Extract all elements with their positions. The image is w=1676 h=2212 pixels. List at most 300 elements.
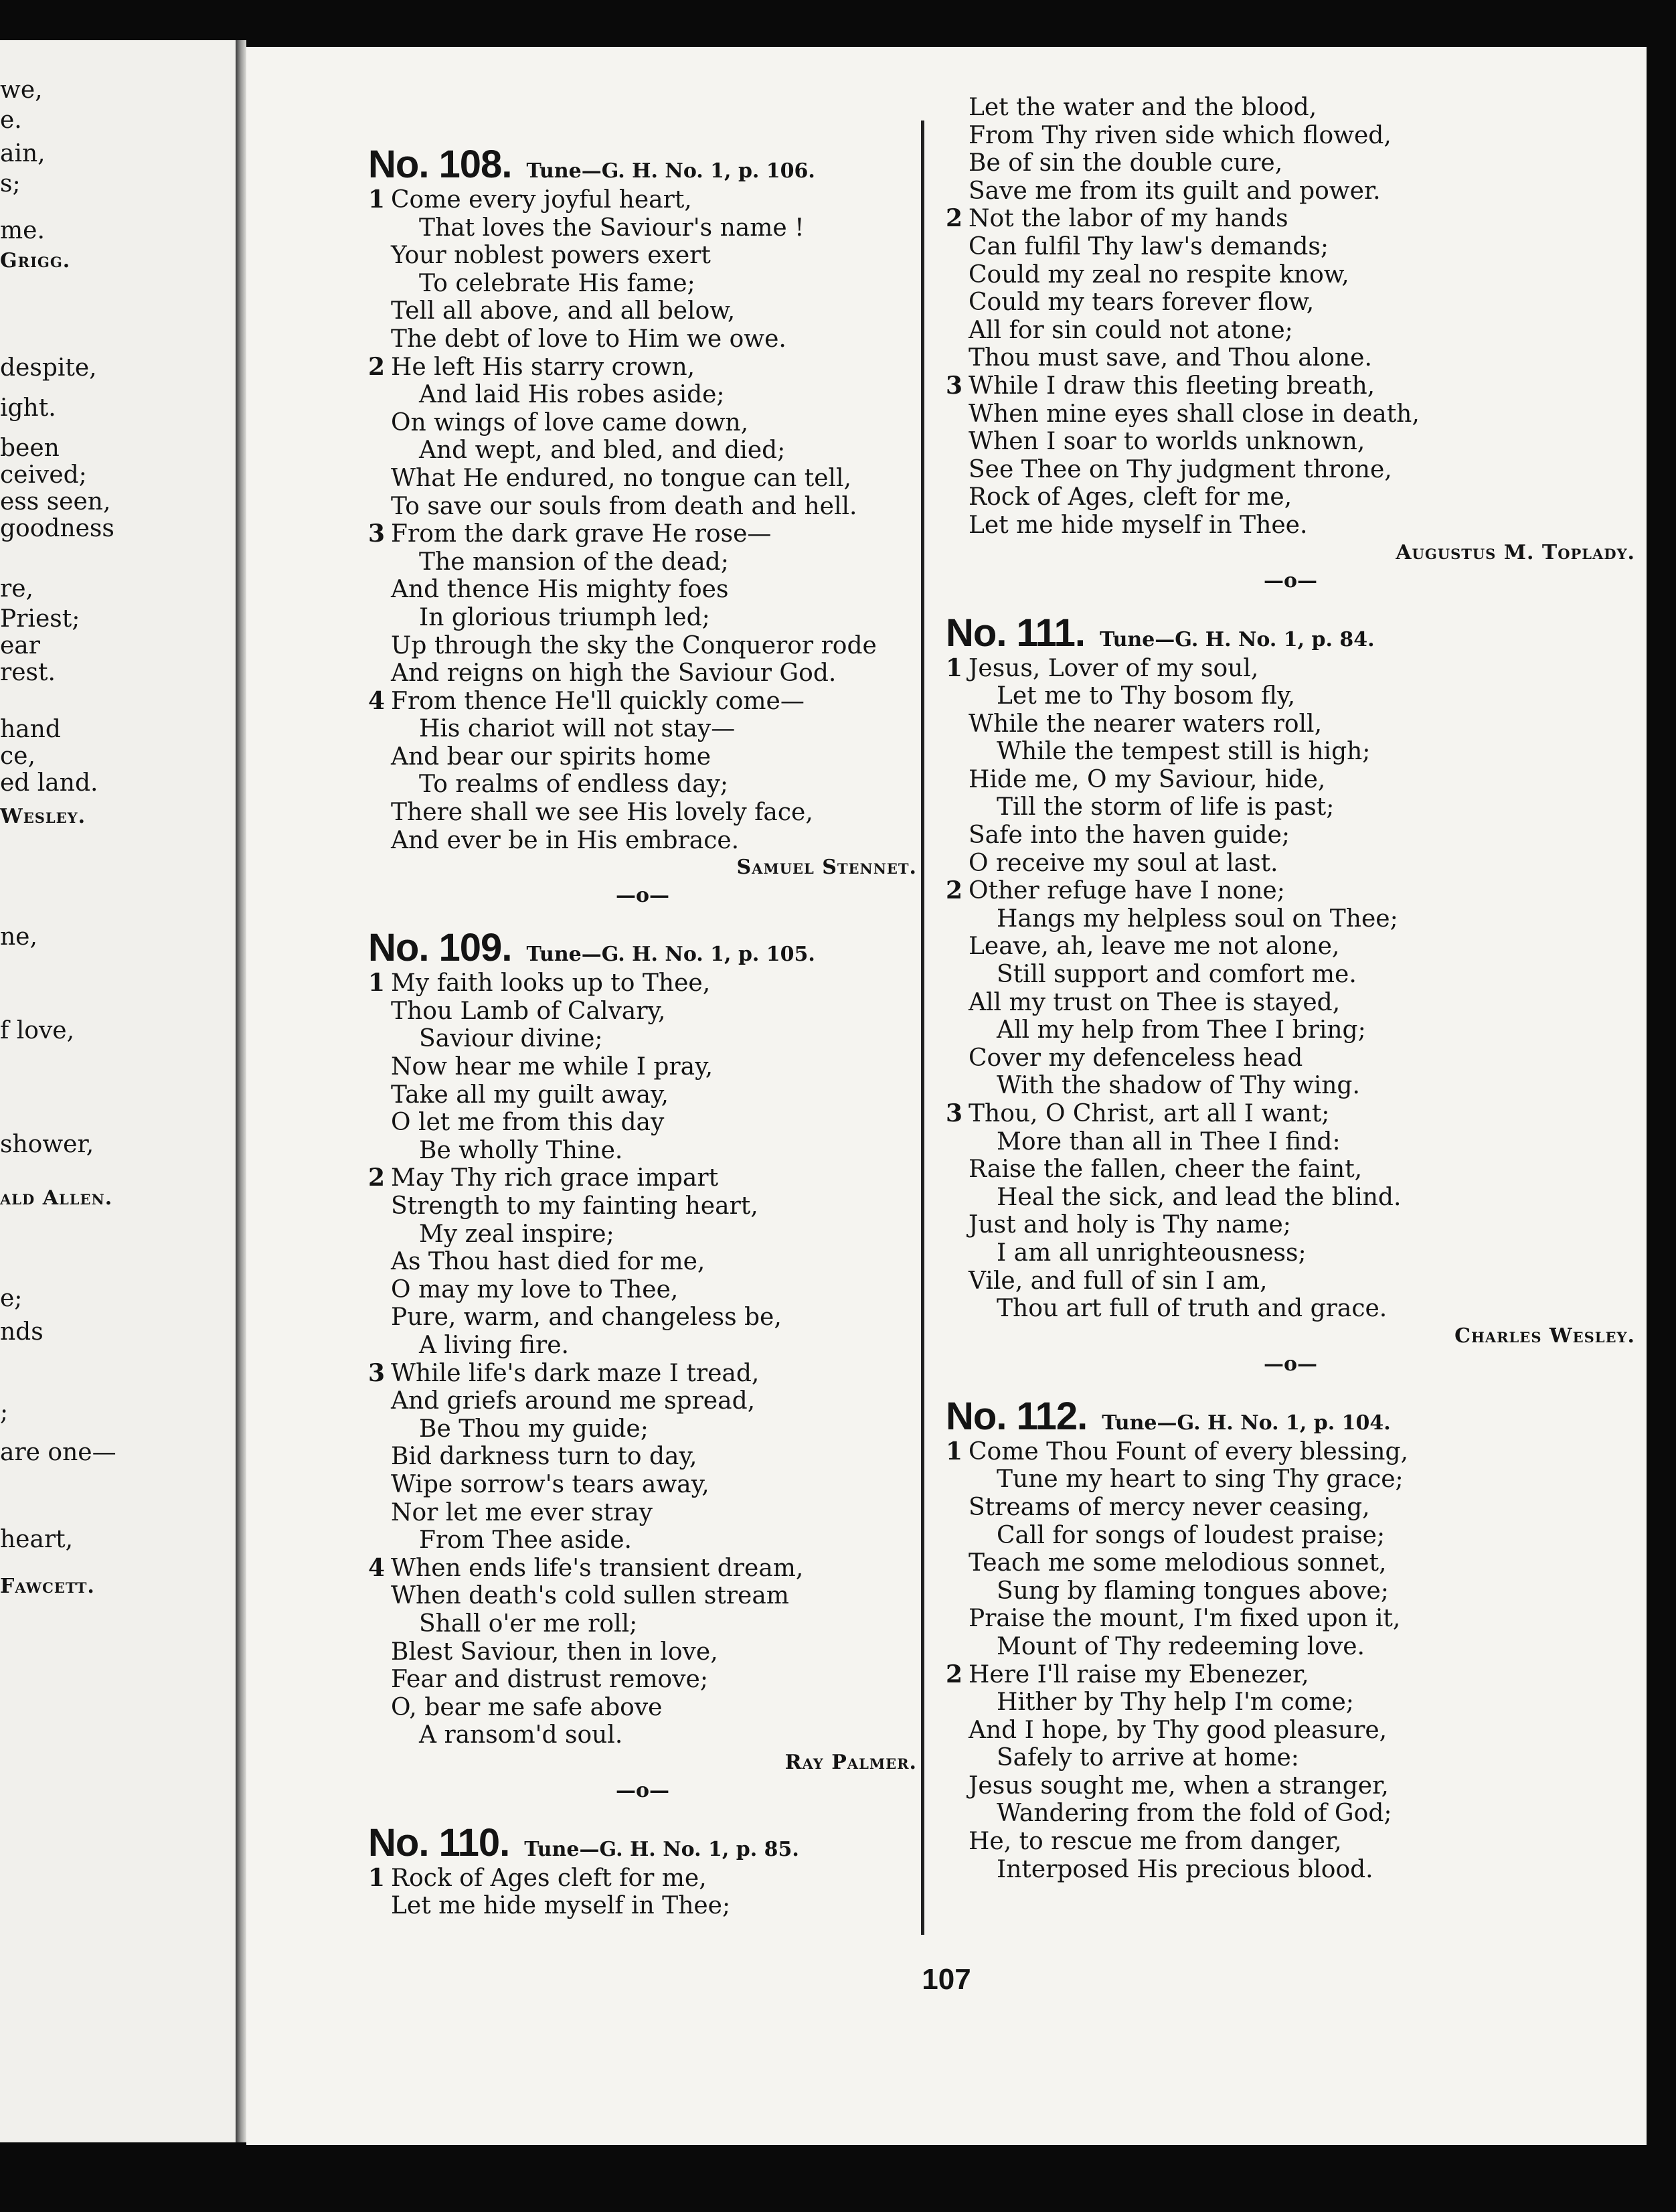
line-text: Leave, ah, leave me not alone,: [969, 933, 1340, 961]
hymn-block: [946, 1395, 1635, 1884]
facing-page-text: rest.: [0, 659, 56, 686]
hymn-line: [946, 372, 1635, 400]
hymn-line: [946, 1466, 1635, 1494]
line-text: A ransom'd soul.: [419, 1721, 623, 1749]
hymn-line: [946, 1828, 1635, 1856]
line-text: Other refuge have I none;: [969, 877, 1285, 905]
hymn-line: [946, 1522, 1635, 1550]
facing-page-text: heart,: [0, 1526, 74, 1553]
line-text: With the shadow of Thy wing.: [997, 1072, 1360, 1100]
line-text: Wipe sorrow's tears away,: [391, 1470, 709, 1498]
hymn-line: [368, 520, 917, 548]
facing-page-text: Fawcett.: [0, 1575, 95, 1598]
hymn-block: [368, 143, 917, 881]
hymn-line: [946, 456, 1635, 484]
verse-number: 4: [368, 1553, 386, 1582]
line-text: Vile, and full of sin I am,: [969, 1267, 1268, 1295]
hymn-line: [946, 1494, 1635, 1522]
line-text: Thou art full of truth and grace.: [997, 1295, 1388, 1323]
line-text: Rock of Ages, cleft for me,: [969, 483, 1292, 511]
line-text: Streams of mercy never ceasing,: [969, 1493, 1370, 1521]
verse-number: 2: [946, 204, 963, 233]
line-text: While life's dark maze I tread,: [391, 1359, 760, 1387]
facing-page-text: ald Allen.: [0, 1186, 113, 1210]
line-text: Jesus, Lover of my soul,: [969, 654, 1259, 682]
line-text: Shall o'er me roll;: [419, 1609, 638, 1638]
line-text: Come every joyful heart,: [391, 186, 692, 214]
facing-page-text: Grigg.: [0, 249, 71, 272]
line-text: The debt of love to Him we owe.: [391, 325, 786, 353]
hymn-line: [368, 381, 917, 409]
facing-page-text: ceived;: [0, 461, 87, 489]
line-text: I am all unrighteousness;: [997, 1239, 1307, 1267]
line-text: Sung by flaming tongues above;: [997, 1577, 1389, 1605]
hymn-line: [946, 511, 1635, 540]
hymn-line: [368, 1276, 917, 1304]
line-text: Could my tears forever flow,: [969, 289, 1315, 317]
facing-page-text: ight.: [0, 394, 56, 422]
hymn-line: [368, 1499, 917, 1527]
left-column: [368, 127, 917, 1920]
facing-page-text: hand: [0, 716, 61, 743]
line-text: More than all in Thee I find:: [997, 1127, 1341, 1156]
line-text: Tell all above, and all below,: [391, 297, 736, 325]
line-text: Till the storm of life is past;: [997, 793, 1335, 821]
line-text: Bid darkness turn to day,: [391, 1443, 697, 1471]
hymn-line: [946, 1688, 1635, 1717]
hymn-line: [946, 1100, 1635, 1128]
hymn-line: [368, 632, 917, 660]
line-text: O receive my soul at last.: [969, 849, 1278, 877]
hymn-line: [946, 428, 1635, 456]
line-text: And bear our spirits home: [391, 742, 711, 771]
column-divider: [921, 121, 924, 1935]
hymn-line: [946, 766, 1635, 794]
hymn-line: [946, 400, 1635, 428]
line-text: Cover my defenceless head: [969, 1044, 1303, 1072]
hymn-line: [368, 1332, 917, 1360]
hymn-line: [368, 1415, 917, 1443]
facing-page-text: despite,: [0, 354, 97, 382]
hymn-line: [368, 998, 917, 1026]
hymn-line: [946, 94, 1635, 122]
facing-page-text: been: [0, 434, 60, 462]
line-text: His chariot will not stay—: [419, 715, 736, 743]
line-text: Hither by Thy help I'm come;: [997, 1688, 1354, 1717]
line-text: Let me hide myself in Thee.: [969, 511, 1308, 539]
hymn-line: [368, 1666, 917, 1694]
hymn-tune: Tune—G. H. No. 1, p. 85.: [524, 1837, 799, 1861]
line-text: Let the water and the blood,: [969, 94, 1317, 121]
line-text: From the dark grave He rose—: [391, 520, 772, 548]
hymn-author: Augustus M. Toplady.: [1396, 540, 1635, 564]
hymn-tune: Tune—G. H. No. 1, p. 105.: [526, 943, 815, 967]
line-text: Thou must save, and Thou alone.: [969, 344, 1372, 372]
facing-page-text: goodness: [0, 515, 114, 542]
line-text: The mansion of the dead;: [419, 548, 729, 576]
line-text: While I draw this fleeting breath,: [969, 372, 1375, 400]
hymn-line: [946, 1239, 1635, 1267]
hymn-line: [946, 1800, 1635, 1828]
verse-number: 2: [368, 352, 386, 381]
verse-number: 3: [368, 1358, 386, 1387]
hymn-heading: [368, 1822, 917, 1865]
hymn-line: [368, 1192, 917, 1220]
hymn-line: [946, 1661, 1635, 1689]
hymn-line: [946, 483, 1635, 511]
facing-page-text: ce,: [0, 742, 35, 770]
verse-number: 1: [946, 653, 963, 682]
line-text: Teach me some melodious sonnet,: [969, 1549, 1387, 1577]
verse-number: 3: [368, 520, 386, 548]
hymn-line: [368, 548, 917, 576]
line-text: Call for songs of loudest praise;: [997, 1521, 1386, 1549]
hymn-tune: Tune—G. H. No. 1, p. 106.: [526, 159, 815, 183]
line-text: There shall we see His lovely face,: [391, 799, 813, 827]
hymn-line: [368, 186, 917, 214]
verse-number: 3: [946, 371, 963, 400]
line-text: While the tempest still is high;: [997, 738, 1371, 766]
hymn-number: No. 108.: [368, 143, 512, 186]
hymn-line: [368, 1721, 917, 1749]
verse-number: 1: [368, 1863, 386, 1892]
line-text: Let me to Thy bosom fly,: [997, 682, 1296, 710]
facing-page-text: are one—: [0, 1439, 116, 1466]
line-text: Can fulfil Thy law's demands;: [969, 232, 1329, 260]
facing-page-text: ed land.: [0, 769, 98, 797]
hymn-line: [946, 682, 1635, 710]
hymn-line: [946, 1633, 1635, 1661]
hymn-line: [946, 877, 1635, 905]
hymn-separator: —o—: [1263, 1352, 1317, 1376]
line-text: On wings of love came down,: [391, 408, 749, 437]
line-text: Wandering from the fold of God;: [997, 1800, 1392, 1828]
hymn-line: [946, 1128, 1635, 1156]
line-text: To realms of endless day;: [419, 771, 729, 799]
hymn-line: [368, 1638, 917, 1666]
line-text: Interposed His precious blood.: [997, 1855, 1373, 1883]
hymn-line: [368, 1694, 917, 1722]
line-text: Jesus sought me, when a stranger,: [969, 1771, 1389, 1800]
line-text: What He endured, no tongue can tell,: [391, 464, 851, 492]
facing-page-text: Wesley.: [0, 805, 86, 828]
hymn-line: [946, 1156, 1635, 1184]
hymn-line: [946, 1856, 1635, 1884]
facing-page-text: Priest;: [0, 605, 80, 633]
hymn-line: [946, 205, 1635, 233]
hymn-line: [946, 905, 1635, 933]
book-spine: [236, 40, 246, 2142]
facing-page-text: shower,: [0, 1131, 94, 1158]
line-text: O, bear me safe above: [391, 1693, 663, 1721]
hymn-separator: —o—: [615, 884, 669, 908]
hymn-line: [368, 409, 917, 437]
line-text: In glorious triumph led;: [419, 603, 710, 631]
hymn-line: [946, 1184, 1635, 1212]
verse-number: 2: [946, 876, 963, 905]
hymn-line: [946, 961, 1635, 989]
line-text: Now hear me while I pray,: [391, 1053, 714, 1081]
hymn-line: [368, 688, 917, 716]
hymn-line: [368, 1610, 917, 1638]
facing-page-text: ne,: [0, 923, 37, 951]
line-text: Mount of Thy redeeming love.: [997, 1632, 1365, 1660]
line-text: O let me from this day: [391, 1109, 665, 1137]
line-text: As Thou hast died for me,: [391, 1248, 705, 1276]
hymn-number: No. 109.: [368, 926, 512, 970]
facing-page-text: ;: [0, 1399, 9, 1426]
hymn-heading: [946, 1395, 1635, 1438]
line-text: From Thee aside.: [419, 1526, 632, 1555]
line-text: May Thy rich grace impart: [391, 1164, 719, 1192]
line-text: That loves the Saviour's name !: [419, 214, 805, 242]
hymn-line: [946, 317, 1635, 345]
hymn-line: [368, 437, 917, 465]
hymn-line: [368, 1220, 917, 1249]
line-text: Not the labor of my hands: [969, 205, 1288, 233]
hymn-line: [946, 1744, 1635, 1772]
line-text: Strength to my fainting heart,: [391, 1192, 758, 1220]
verse-number: 1: [368, 969, 386, 998]
line-text: Saviour divine;: [419, 1025, 603, 1053]
hymn-line: [946, 1295, 1635, 1323]
hymn-line: [946, 655, 1635, 683]
hymn-line: [946, 710, 1635, 738]
line-text: And reigns on high the Saviour God.: [391, 659, 837, 688]
facing-page-text: e.: [0, 106, 22, 134]
hymn-number: No. 110.: [368, 1820, 510, 1865]
hymn-line: [368, 270, 917, 298]
hymn-line: [946, 149, 1635, 177]
page-number: 107: [922, 1963, 971, 1996]
hymn-line: [946, 738, 1635, 766]
facing-page-text: e;: [0, 1285, 23, 1312]
hymn-line: [368, 1081, 917, 1109]
hymn-line: [946, 122, 1635, 150]
hymn-line: [946, 1577, 1635, 1605]
line-text: When mine eyes shall close in death,: [969, 400, 1420, 428]
hymn-tune: Tune—G. H. No. 1, p. 84.: [1100, 627, 1375, 651]
verse-number: 4: [368, 686, 386, 715]
hymn-line: [368, 1137, 917, 1165]
hymn-line: [946, 1549, 1635, 1577]
line-text: Just and holy is Thy name;: [969, 1211, 1291, 1239]
hymn-line: [946, 821, 1635, 850]
hymn-line: [946, 177, 1635, 206]
hymn-line: [946, 850, 1635, 878]
hymn-author: Samuel Stennet.: [736, 856, 917, 880]
line-text: When death's cold sullen stream: [391, 1582, 789, 1610]
hymn-line: [368, 1025, 917, 1053]
line-text: And wept, and bled, and died;: [419, 437, 786, 465]
hymn-line: [368, 1865, 917, 1893]
line-text: And I hope, by Thy good pleasure,: [969, 1716, 1388, 1744]
facing-page-text: re,: [0, 575, 33, 603]
line-text: O may my love to Thee,: [391, 1275, 679, 1304]
line-text: Here I'll raise my Ebenezer,: [969, 1660, 1309, 1688]
line-text: When I soar to worlds unknown,: [969, 428, 1365, 456]
line-text: Rock of Ages cleft for me,: [391, 1864, 707, 1892]
line-text: Fear and distrust remove;: [391, 1666, 708, 1694]
hymn-line: [368, 1526, 917, 1555]
line-text: And griefs around me spread,: [391, 1387, 756, 1415]
hymn-line: [368, 1555, 917, 1583]
line-text: Thou Lamb of Calvary,: [391, 997, 666, 1025]
line-text: When ends life's transient dream,: [391, 1554, 804, 1582]
line-text: Save me from its guilt and power.: [969, 177, 1381, 205]
hymn-line: [368, 493, 917, 521]
line-text: Safe into the haven guide;: [969, 821, 1290, 850]
hymn-line: [368, 604, 917, 632]
hymn-line: [946, 1044, 1635, 1073]
line-text: Blest Saviour, then in love,: [391, 1638, 718, 1666]
verse-number: 1: [368, 185, 386, 214]
hymn-block: [368, 927, 917, 1776]
hymn-line: [946, 1211, 1635, 1239]
facing-page-text: f love,: [0, 1017, 75, 1044]
line-text: Take all my guilt away,: [391, 1081, 669, 1109]
line-text: Raise the fallen, cheer the faint,: [969, 1156, 1363, 1184]
line-text: Your noblest powers exert: [391, 242, 711, 270]
hymn-line: [368, 465, 917, 493]
line-text: And laid His robes aside;: [419, 381, 725, 409]
line-text: Heal the sick, and lead the blind.: [997, 1183, 1402, 1211]
hymn-line: [368, 715, 917, 743]
line-text: All for sin could not atone;: [969, 316, 1293, 344]
line-text: Tune my heart to sing Thy grace;: [997, 1466, 1404, 1494]
line-text: Still support and comfort me.: [997, 961, 1357, 989]
verse-number: 1: [946, 1437, 963, 1466]
line-text: All my trust on Thee is stayed,: [969, 988, 1341, 1016]
line-text: From thence He'll quickly come—: [391, 687, 805, 715]
line-text: To save our souls from death and hell.: [391, 492, 857, 520]
line-text: Safely to arrive at home:: [997, 1744, 1299, 1772]
hymn-line: [368, 771, 917, 799]
hymn-line: [368, 242, 917, 270]
facing-page-fragment: [0, 40, 236, 2142]
hymn-line: [946, 1772, 1635, 1800]
hymn-line: [368, 1892, 917, 1920]
verse-number: 2: [368, 1164, 386, 1192]
hymn-line: [368, 1304, 917, 1332]
line-text: He left His starry crown,: [391, 353, 695, 381]
hymn-line: [368, 799, 917, 827]
hymn-line: [946, 1016, 1635, 1044]
hymn-line: [368, 1164, 917, 1192]
facing-page-text: me.: [0, 217, 45, 244]
hymn-line: [368, 325, 917, 353]
line-text: Be wholly Thine.: [419, 1136, 623, 1164]
hymn-line: [946, 793, 1635, 821]
hymn-line: [368, 743, 917, 771]
hymn-number: No. 111.: [946, 611, 1086, 655]
hymn-block: [946, 612, 1635, 1350]
hymn-line: [368, 1360, 917, 1388]
hymn-line: [368, 659, 917, 688]
hymn-block: [368, 1822, 917, 1920]
hymn-line: [368, 827, 917, 855]
line-text: Be Thou my guide;: [419, 1415, 649, 1443]
verse-number: 2: [946, 1660, 963, 1688]
line-text: Hangs my helpless soul on Thee;: [997, 904, 1398, 933]
hymn-line: [368, 1471, 917, 1499]
hymn-heading: [946, 612, 1635, 655]
hymn-heading: [368, 927, 917, 969]
line-text: Up through the sky the Conqueror rode: [391, 631, 877, 659]
hymn-line: [946, 989, 1635, 1017]
hymn-author: Charles Wesley.: [1454, 1324, 1635, 1348]
hymn-line: [368, 1053, 917, 1081]
line-text: A living fire.: [419, 1331, 569, 1359]
hymn-line: [368, 353, 917, 382]
line-text: Pure, warm, and changeless be,: [391, 1304, 782, 1332]
line-text: To celebrate His fame;: [419, 269, 695, 297]
facing-page-text: s;: [0, 170, 21, 198]
line-text: And ever be in His embrace.: [391, 826, 740, 854]
hymn-line: [368, 297, 917, 325]
line-text: He, to rescue me from danger,: [969, 1828, 1342, 1856]
line-text: And thence His mighty foes: [391, 576, 729, 604]
line-text: Thou, O Christ, art all I want;: [969, 1100, 1330, 1127]
right-column: [946, 94, 1635, 1883]
hymn-line: [946, 289, 1635, 317]
line-text: Let me hide myself in Thee;: [391, 1892, 731, 1920]
hymn-line: [946, 233, 1635, 261]
hymn-line: [368, 576, 917, 604]
hymn-line: [368, 1387, 917, 1415]
hymn-number: No. 112.: [946, 1394, 1088, 1438]
line-text: From Thy riven side which flowed,: [969, 121, 1392, 149]
hymn-line: [368, 214, 917, 242]
hymn-line: [946, 344, 1635, 372]
facing-page-text: nds: [0, 1318, 44, 1346]
hymn-line: [368, 969, 917, 998]
hymn-separator: —o—: [615, 1778, 669, 1802]
verse-number: 3: [946, 1099, 963, 1127]
hymn-line: [368, 1443, 917, 1471]
line-text: Hide me, O my Saviour, hide,: [969, 765, 1326, 793]
facing-page-text: ear: [0, 632, 40, 659]
line-text: Come Thou Fount of every blessing,: [969, 1437, 1408, 1466]
hymn-tune: Tune—G. H. No. 1, p. 104.: [1102, 1411, 1391, 1435]
hymn-continuation: [946, 94, 1635, 566]
hymn-line: [946, 261, 1635, 289]
hymn-line: [368, 1582, 917, 1610]
hymn-heading: [368, 143, 917, 186]
line-text: All my help from Thee I bring;: [997, 1016, 1366, 1044]
hymn-line: [946, 1438, 1635, 1466]
facing-page-text: ain,: [0, 140, 46, 167]
line-text: See Thee on Thy judgment throne,: [969, 455, 1392, 483]
hymn-line: [946, 1072, 1635, 1100]
hymn-line: [946, 1605, 1635, 1633]
line-text: Praise the mount, I'm fixed upon it,: [969, 1605, 1401, 1633]
hymn-line: [946, 933, 1635, 961]
hymnal-page: [246, 47, 1647, 2145]
line-text: While the nearer waters roll,: [969, 710, 1323, 738]
hymn-author: Ray Palmer.: [784, 1750, 917, 1774]
line-text: Be of sin the double cure,: [969, 149, 1283, 177]
line-text: My zeal inspire;: [419, 1220, 614, 1248]
hymn-line: [946, 1717, 1635, 1745]
facing-page-text: we,: [0, 76, 43, 104]
line-text: My faith looks up to Thee,: [391, 969, 711, 998]
facing-page-text: ess seen,: [0, 488, 111, 516]
hymn-separator: —o—: [1263, 568, 1317, 592]
hymn-line: [946, 1267, 1635, 1295]
line-text: Nor let me ever stray: [391, 1498, 653, 1526]
hymn-line: [368, 1248, 917, 1276]
